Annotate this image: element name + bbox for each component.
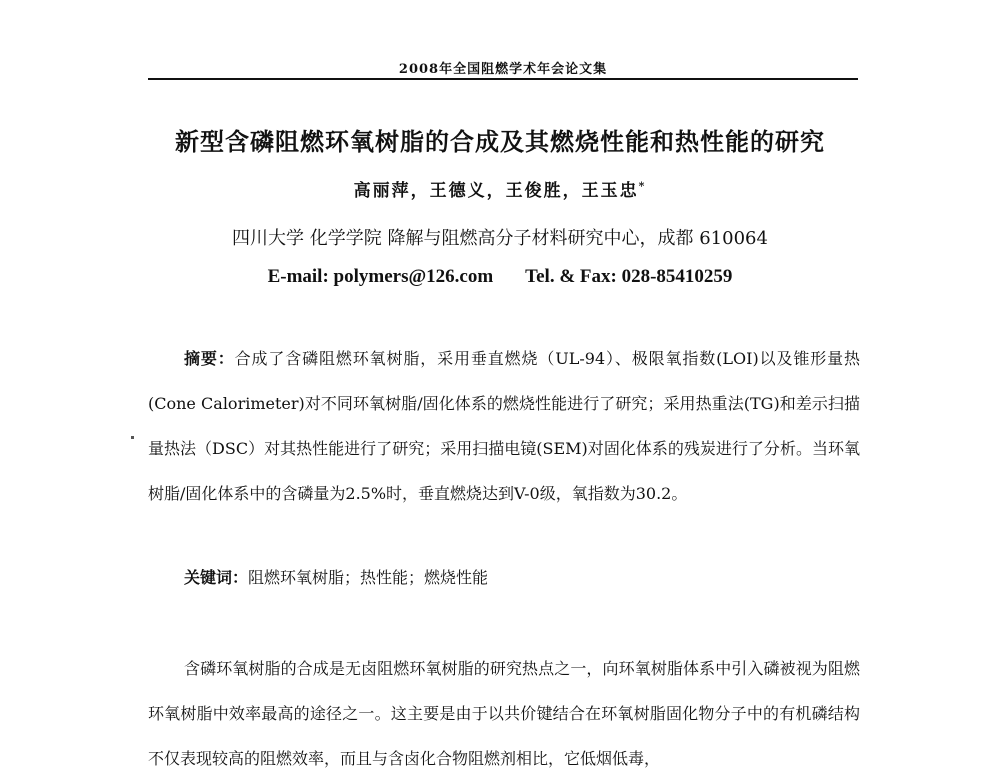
body-paragraph: 含磷环氧树脂的合成是无卤阻燃环氧树脂的研究热点之一，向环氧树脂体系中引入磷被视为阻燃环氧树脂中效率最高的途径之一。这主要是由于以共价键结合在环氧树脂固化物分子中的有机磷结构不仅表现较高的阻燃效率，而且与含卤化合物阻燃剂相比，它低烟低毒， <box>148 659 860 768</box>
scan-speck <box>131 436 134 439</box>
contact-line <box>80 266 920 288</box>
author-line <box>80 176 920 201</box>
author-names: 高丽萍，王德义，王俊胜，王玉忠 <box>353 181 639 201</box>
header-rule <box>148 78 858 80</box>
abstract-text: 合成了含磷阻燃环氧树脂，采用垂直燃烧（UL-94）、极限氧指数(LOI)以及锥形量热(Cone Calorimeter)对不同环氧树脂/固化体系的燃烧性能进行了研究；采用热重法(TG)和差示扫描量热法（DSC）对其热性能进行了研究；采用扫描电镜(SEM)对固化体系的残炭进行了分析。当环氧树脂/固化体系中的含磷量为2.5%时，垂直燃烧达到V-0级，氧指数为30.2。 <box>148 349 860 503</box>
corresponding-author-mark: * <box>638 179 647 193</box>
abstract <box>148 336 860 516</box>
keywords-label: 关键词： <box>184 568 249 587</box>
paper-title: 新型含磷阻燃环氧树脂的合成及其燃烧性能和热性能的研究 <box>175 127 825 156</box>
email: E-mail: polymers@126.com <box>267 266 494 287</box>
abstract-label: 摘要： <box>184 349 235 368</box>
tel-fax: Tel. & Fax: 028-85410259 <box>525 266 733 287</box>
keywords-text: 阻燃环氧树脂；热性能；燃烧性能 <box>248 568 489 587</box>
running-header: 2008年全国阻燃学术年会论文集 <box>398 62 608 77</box>
affiliation: 四川大学 化学学院 降解与阻燃高分子材料研究中心，成都 610064 <box>232 228 768 249</box>
keywords <box>184 565 488 588</box>
